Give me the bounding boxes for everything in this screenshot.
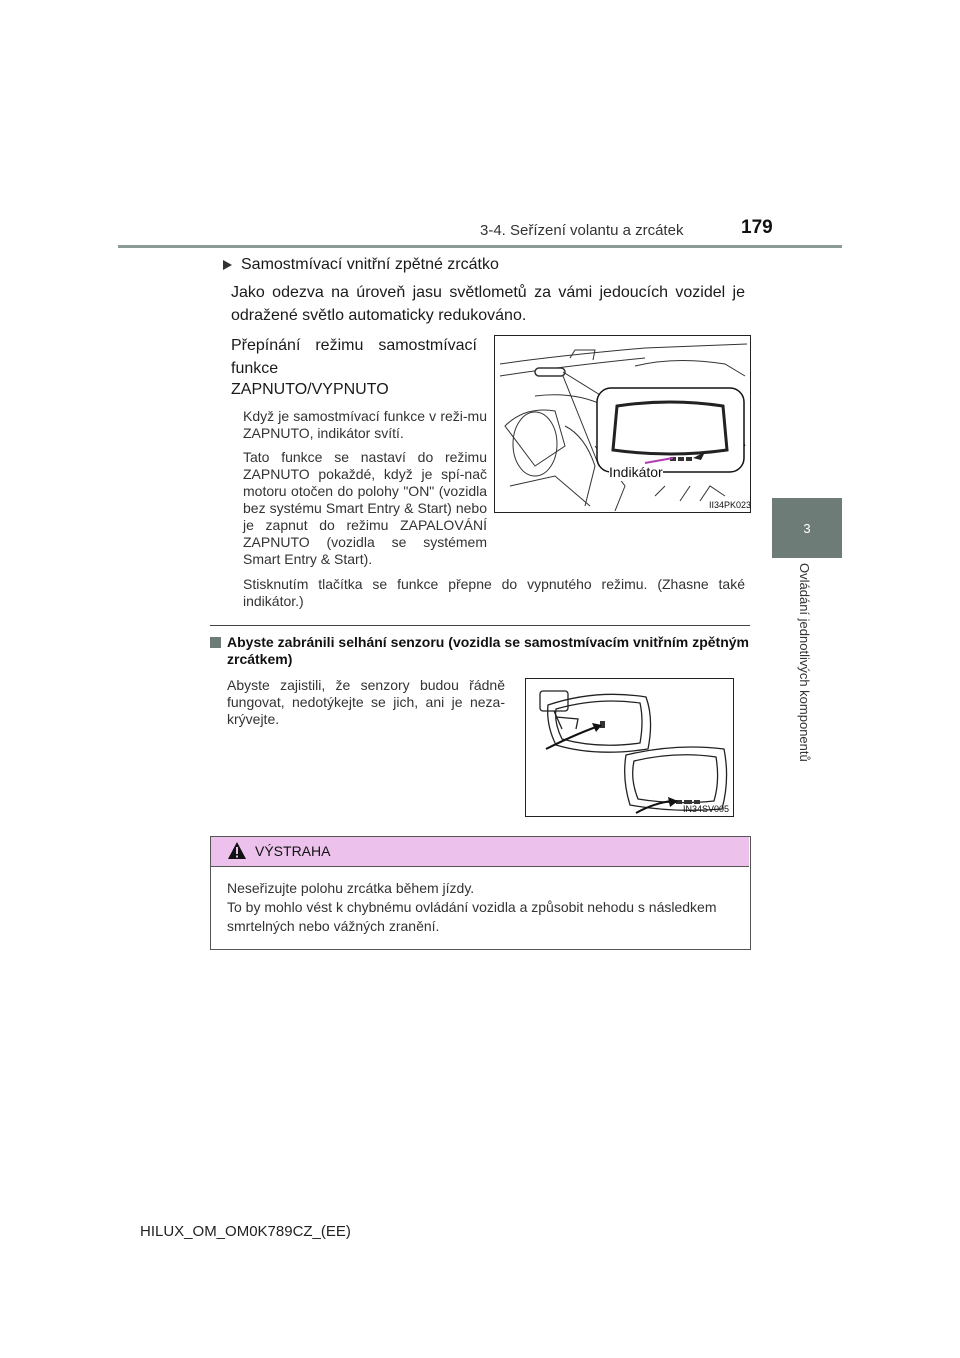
triangle-bullet-icon [220,258,234,272]
square-bullet-icon [210,637,221,648]
indicator-label: Indikátor [609,464,663,480]
sensor-paragraph: Abyste zajistili, že senzory budou řádně fungovat, nedotýkejte se jich, ani je neza-krývejte. [227,677,505,727]
figure-code: IN34SV005 [683,804,730,814]
button-note: Stisknutím tlačítka se funkce přepne do vypnutého režimu. (Zhasne také indikátor.) [243,576,745,609]
header-rule [118,245,842,248]
figure-code: II34PK023 [709,500,752,510]
mirror-figure [494,335,751,513]
document-code: HILUX_OM_OM0K789CZ_(EE) [140,1223,351,1240]
section-divider [210,625,750,626]
sensor-figure [525,678,734,817]
mode-label: Přepínání režimu samostmívací funkce [231,337,477,377]
warning-line-2: To by mohlo vést k chybnému ovládání vozidla a způsobit nehodu s následkem smrtelných nebo vážných zranění. [227,899,717,934]
warning-triangle-icon [227,841,247,861]
warning-title: VÝSTRAHA [255,843,331,859]
chapter-title-text: Ovládání jednotlivých komponentů [797,563,812,762]
sensor-heading: Abyste zabránili selhání senzoru (vozidla se samostmívacím vnitřním zpětným zrcátkem) [227,634,749,667]
mode-state-label: ZAPNUTO/VYPNUTO [231,381,389,398]
indicator-note: Když je samostmívací funkce v reži-mu ZAPNUTO, indikátor svítí. [243,408,487,441]
chapter-title [797,563,817,813]
car-interior-illustration [495,336,750,512]
section-title: 3-4. Seřízení volantu a zrcátek [480,222,684,239]
chapter-number: 3 [803,520,811,536]
page-number: 179 [741,217,773,238]
section-heading: Samostmívací vnitřní zpětné zrcátko [241,256,499,273]
warning-line-1: Neseřizujte polohu zrcátka během jízdy. [227,880,475,896]
intro-paragraph: Jako odezva na úroveň jasu světlometů za vámi jedoucích vozidel je odražené světlo automaticky redukováno. [231,284,745,324]
mirror-sensor-illustration [526,679,733,816]
activation-note: Tato funkce se nastaví do režimu ZAPNUTO pokaždé, když je spí-nač motoru otočen do polohy "ON" (vozidla bez systému Smart Entry & Start) nebo je zapnut do režimu ZAPALOVÁNÍ ZAPNUTO (vozidla se systémem Smart Entry & Start). [243,449,487,567]
